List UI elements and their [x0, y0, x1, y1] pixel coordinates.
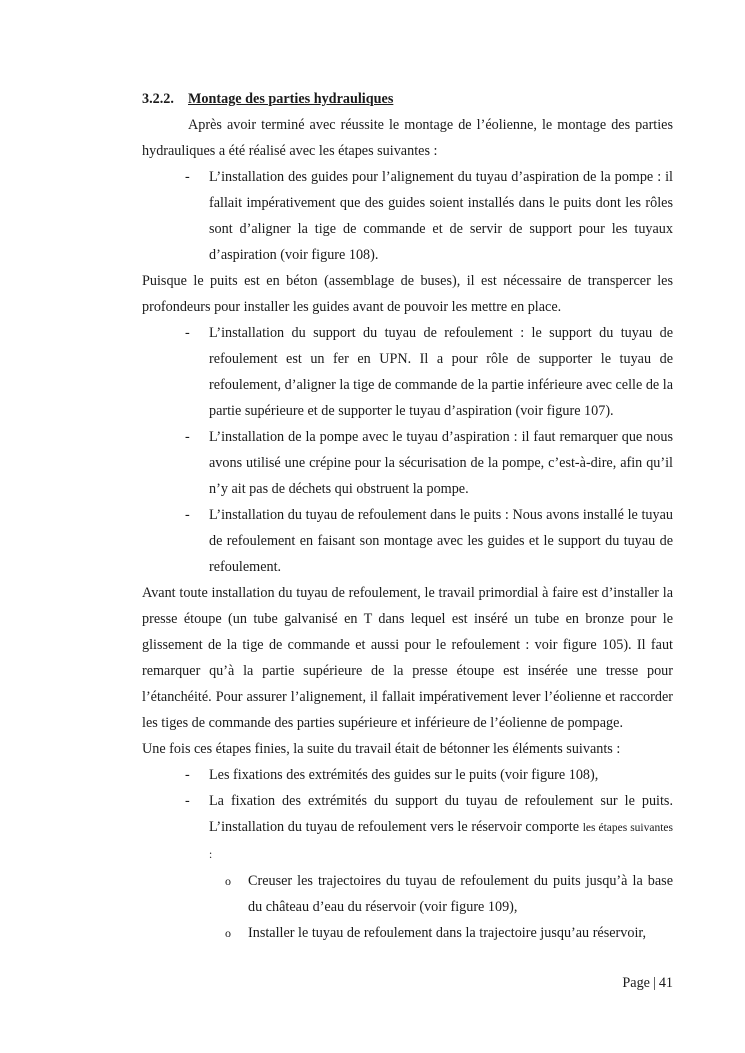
section-heading — [142, 86, 673, 112]
list-item — [142, 788, 673, 868]
sublist-item-text: Installer le tuyau de refoulement dans la trajectoire jusqu’au réservoir, — [248, 925, 647, 941]
sublist-item — [142, 920, 673, 946]
page-label: Page — [622, 975, 650, 991]
dash-bullet: - — [185, 325, 190, 341]
list-item-text-small: les étapes suivantes : — [209, 822, 673, 861]
installation-steps-list — [142, 320, 673, 580]
circle-bullet: o — [225, 926, 231, 940]
footer-separator: | — [652, 975, 656, 991]
concreting-intro-paragraph: Une fois ces étapes finies, la suite du travail était de bétonner les éléments suivants : — [142, 741, 621, 757]
list-item-text: L’installation du tuyau de refoulement dans le puits : Nous avons installé le tuyau de refoulement en faisant son montage avec les guides et le support du tuyau de refoulement. — [209, 507, 673, 575]
list-item-text: La fixation des extrémités du support du tuyau de refoulement sur le puits. L’installation du tuyau de refoulement vers le réservoir comporte — [209, 793, 673, 835]
list-item-text: Les fixations des extrémités des guides sur le puits (voir figure 108), — [209, 767, 599, 783]
concrete-well-paragraph: Puisque le puits est en béton (assemblage de buses), il est nécessaire de transpercer les profondeurs pour installer les guides avant de pouvoir les mettre en place. — [142, 273, 673, 315]
sublist-item — [142, 868, 673, 920]
list-item — [142, 502, 673, 580]
list-item — [142, 424, 673, 502]
dash-bullet: - — [185, 507, 190, 523]
list-item — [142, 320, 673, 424]
list-item-text: L’installation de la pompe avec le tuyau d’aspiration : il faut remarquer que nous avons utilisé une crépine pour la sécurisation de la pompe, c’est-à-dire, afin qu’il n’y ait pas de déchets qui obstruent la pompe. — [209, 429, 673, 497]
page-number: 41 — [658, 975, 673, 991]
press-etoupe-paragraph: Avant toute installation du tuyau de refoulement, le travail primordial à faire est d’installer la presse étoupe (un tube galvanisé en T dans lequel est inséré un tube en bronze pour le glissement de la tige de commande et aussi pour le refoulement : voir figure 105). Il faut remarquer qu’à la partie supérieure de la presse étoupe est insérée une tresse pour l’étanchéité. Pour assurer l’alignement, il fallait impérativement lever l’éolienne et raccorder les tiges de commande des parties supérieure et inférieure de l’éolienne de pompage. — [142, 585, 673, 731]
intro-paragraph: Après avoir terminé avec réussite le montage de l’éolienne, le montage des parties hydrauliques a été réalisé avec les étapes suivantes : — [142, 117, 673, 159]
section-title: Montage des parties hydrauliques — [188, 91, 394, 107]
dash-bullet: - — [185, 793, 190, 809]
sublist-item-text: Creuser les trajectoires du tuyau de refoulement du puits jusqu’à la base du château d’eau du réservoir (voir figure 109), — [248, 873, 673, 915]
page-footer — [600, 970, 673, 996]
list-item-text: L’installation des guides pour l’alignement du tuyau d’aspiration de la pompe : il fallait impérativement que des guides soient installés dans le puits dont les rôles sont d’aligner la tige de commande et de servir de support pour les tuyaux d’aspiration (voir figure 108). — [209, 169, 673, 263]
circle-bullet: o — [225, 874, 231, 888]
dash-bullet: - — [185, 169, 190, 185]
list-item — [142, 762, 673, 788]
guides-list — [142, 164, 673, 268]
list-item — [142, 164, 673, 268]
section-number: 3.2.2. — [142, 91, 174, 107]
circle-sublist — [142, 868, 673, 946]
dash-bullet: - — [185, 767, 190, 783]
list-item-text: L’installation du support du tuyau de refoulement : le support du tuyau de refoulement est un fer en UPN. Il a pour rôle de supporter le tuyau de refoulement, d’aligner la tige de commande de la partie inférieure avec celle de la partie supérieure et de supporter le tuyau d’aspiration (voir figure 107). — [209, 325, 674, 419]
dash-bullet: - — [185, 429, 190, 445]
document-body — [142, 86, 673, 946]
concreting-list — [142, 762, 673, 868]
